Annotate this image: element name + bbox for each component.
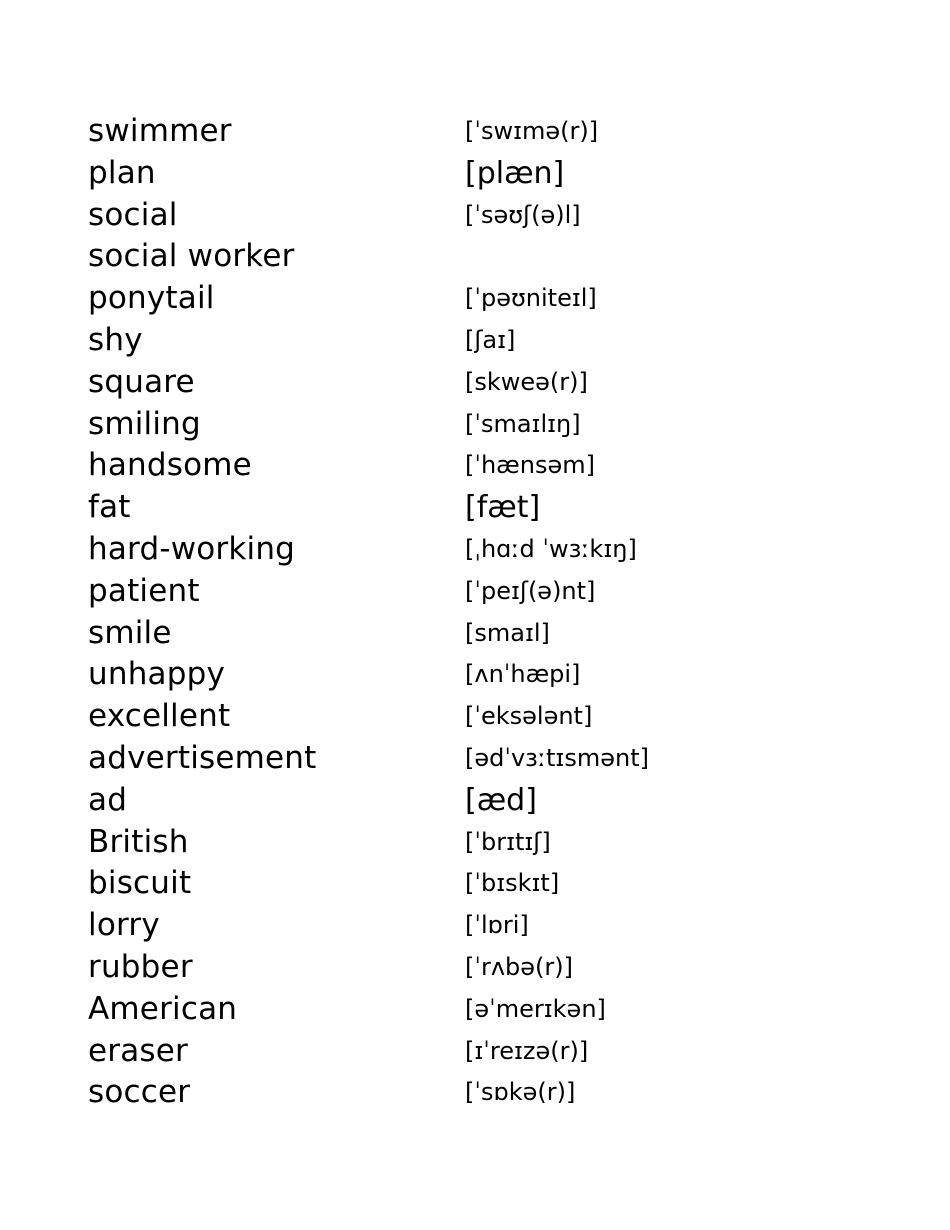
vocab-word: soccer [88, 1074, 191, 1111]
vocab-row [88, 613, 868, 655]
vocab-phonetic: [ɪˈreɪzə(r)] [465, 1036, 589, 1065]
vocab-word: social worker [88, 238, 295, 275]
vocab-row [88, 153, 868, 195]
vocab-word: excellent [88, 698, 231, 735]
vocab-phonetic: [ˈsmaɪlɪŋ] [465, 409, 581, 438]
vocab-phonetic: [ˈlɒri] [465, 911, 529, 940]
vocab-phonetic: [ʌnˈhæpi] [465, 660, 581, 689]
vocab-row [88, 278, 868, 320]
vocab-row [88, 111, 868, 153]
vocab-row [88, 362, 868, 404]
vocab-phonetic: [ˈrʌbə(r)] [465, 952, 573, 981]
vocab-phonetic: [ˈpəʊniteɪl] [465, 284, 597, 313]
vocab-word: American [88, 990, 238, 1027]
vocab-phonetic: [ˈhænsəm] [465, 451, 595, 480]
vocab-row [88, 989, 868, 1031]
vocab-row [88, 863, 868, 905]
vocab-row [88, 822, 868, 864]
vocab-word: biscuit [88, 865, 192, 902]
vocab-word: square [88, 363, 195, 400]
vocab-phonetic: [æd] [465, 782, 537, 818]
vocab-row [88, 529, 868, 571]
vocab-word: smile [88, 614, 172, 651]
vocab-row [88, 445, 868, 487]
vocab-word: smiling [88, 405, 201, 442]
vocab-row [88, 738, 868, 780]
vocab-row [88, 780, 868, 822]
vocab-phonetic: [ʃaɪ] [465, 325, 516, 354]
vocab-word: handsome [88, 447, 252, 484]
vocab-phonetic: [ˈbɪskɪt] [465, 869, 560, 898]
vocab-row [88, 404, 868, 446]
vocab-phonetic: [ˈbrɪtɪʃ] [465, 827, 551, 856]
vocab-phonetic: [ˈpeɪʃ(ə)nt] [465, 576, 596, 605]
vocab-row [88, 947, 868, 989]
vocab-row [88, 1031, 868, 1073]
vocab-word: British [88, 823, 189, 860]
vocab-phonetic: [plæn] [465, 155, 565, 191]
vocab-row [88, 654, 868, 696]
vocab-word: ponytail [88, 280, 215, 317]
vocab-phonetic: [ˈsəʊʃ(ə)l] [465, 200, 581, 229]
vocab-row [88, 905, 868, 947]
vocab-phonetic: [ədˈvɜːtɪsmənt] [465, 743, 649, 772]
vocab-phonetic: [skweə(r)] [465, 367, 588, 396]
vocab-row [88, 195, 868, 237]
vocab-word: shy [88, 321, 143, 358]
vocab-phonetic: [smaɪl] [465, 618, 550, 647]
vocab-row [88, 236, 868, 278]
vocab-word: ad [88, 781, 128, 818]
vocab-word: eraser [88, 1032, 188, 1069]
vocab-word: advertisement [88, 739, 317, 776]
vocab-word: lorry [88, 907, 160, 944]
vocab-row [88, 1072, 868, 1114]
vocab-row [88, 696, 868, 738]
vocabulary-list [88, 111, 868, 1114]
vocab-phonetic: [ˈsɒkə(r)] [465, 1078, 576, 1107]
vocab-word: plan [88, 154, 156, 191]
vocab-phonetic: [ˈeksələnt] [465, 702, 593, 731]
vocab-word: hard-working [88, 530, 296, 567]
vocab-word: swimmer [88, 113, 232, 149]
vocab-phonetic: [ˈswɪmə(r)] [465, 117, 599, 145]
vocab-word: rubber [88, 948, 193, 985]
vocab-word: unhappy [88, 656, 226, 693]
vocab-row [88, 487, 868, 529]
vocab-row [88, 571, 868, 613]
vocab-row [88, 320, 868, 362]
vocab-phonetic: [fæt] [465, 490, 541, 526]
vocab-word: patient [88, 572, 200, 609]
vocab-phonetic: [ˌhɑːd ˈwɜːkɪŋ] [465, 534, 637, 563]
vocab-word: fat [88, 489, 131, 526]
vocab-word: social [88, 196, 178, 233]
vocab-phonetic: [əˈmerɪkən] [465, 994, 606, 1023]
